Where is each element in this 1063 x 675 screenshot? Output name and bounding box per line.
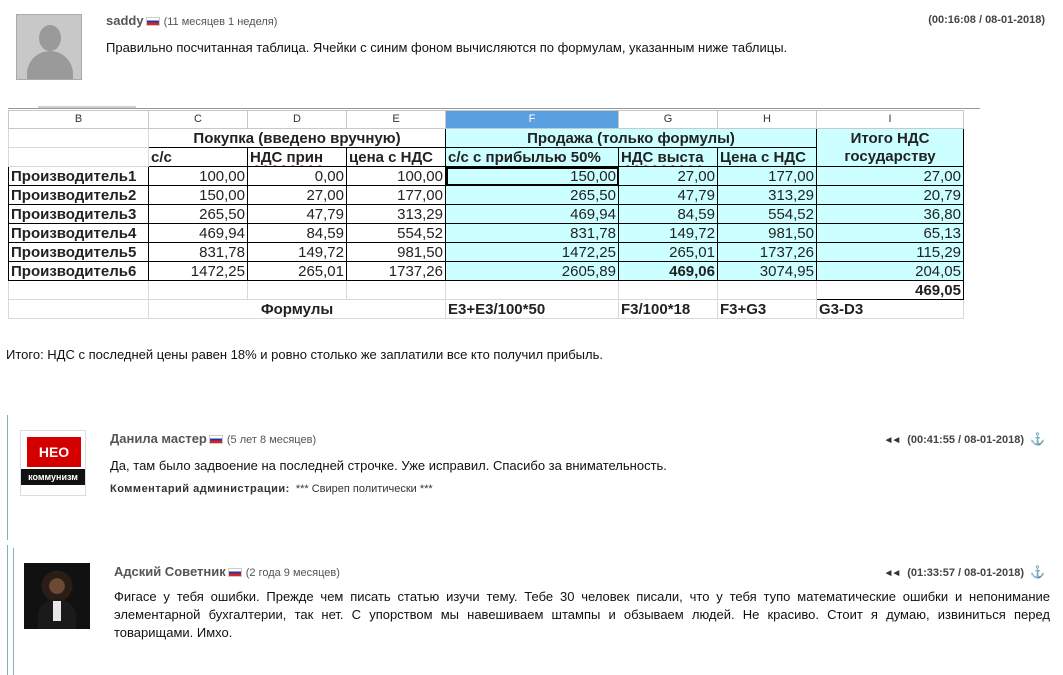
sheet-tab-marker	[38, 106, 136, 108]
cell: 554,52	[718, 205, 817, 224]
row-name: Производитель4	[9, 224, 149, 243]
col-header: D	[248, 111, 347, 129]
empty-cell	[149, 281, 248, 300]
comment-text: Фигасе у тебя ошибки. Прежде чем писать статью изучи тему. Тебе 30 человек писали, что у тебя тупо математические ошибки и непонимание элементарной бухгалтерии, так нет. С упорством мы навешиваем штампы и обзываем людей. Не красиво. Стоит я думаю, извиниться перед товарищами. Имхо.	[114, 589, 1050, 640]
cell: 265,50	[149, 205, 248, 224]
sheet-top-border	[8, 108, 980, 109]
admin-comment	[110, 483, 433, 495]
comment-timestamp-row	[883, 432, 1045, 446]
cell: 469,94	[446, 205, 619, 224]
comment-author[interactable]	[110, 431, 316, 446]
anchor-icon[interactable]: ⚓	[1030, 432, 1045, 446]
empty-cell	[9, 129, 149, 148]
cell: 47,79	[619, 186, 718, 205]
cell: 0,00	[248, 167, 347, 186]
comment-text: Правильно посчитанная таблица. Ячейки с синим фоном вычисляются по формулам, указанным ниже таблицы.	[106, 40, 788, 55]
avatar-placeholder-body	[27, 51, 73, 80]
formula: E3+E3/100*50	[446, 300, 619, 319]
cell: 100,00	[149, 167, 248, 186]
table-row	[9, 167, 964, 186]
comment-author[interactable]	[114, 564, 340, 579]
cell: 1737,26	[718, 243, 817, 262]
empty-cell	[9, 300, 149, 319]
author-name[interactable]: Адский Советник	[114, 564, 226, 579]
row-name: Производитель6	[9, 262, 149, 281]
subheader: Цена с НДС	[718, 148, 817, 167]
empty-cell	[718, 281, 817, 300]
formula: G3-D3	[817, 300, 964, 319]
row-name: Производитель3	[9, 205, 149, 224]
avatar-neo-communism[interactable]	[20, 430, 86, 496]
summary-text: Итого: НДС с последней цены равен 18% и ровно столько же заплатили все кто получил прибыль.	[6, 347, 603, 362]
cell: 149,72	[248, 243, 347, 262]
author-name[interactable]: saddy	[106, 13, 144, 28]
avatar-logo-bottom: коммунизм	[21, 469, 85, 485]
cell: 831,78	[149, 243, 248, 262]
cell: 981,50	[718, 224, 817, 243]
russia-flag-icon	[146, 17, 160, 26]
cell: 84,59	[619, 205, 718, 224]
cell: 27,00	[817, 167, 964, 186]
avatar-placeholder-head	[39, 25, 61, 51]
subheader: цена с НДС	[347, 148, 446, 167]
admin-comment-text: *** Свиреп политически ***	[295, 483, 433, 495]
anchor-icon[interactable]: ⚓	[1030, 565, 1045, 579]
comment-timestamp[interactable]: (01:33:57 / 08-01-2018)	[907, 567, 1025, 579]
thread-line	[7, 545, 8, 675]
reply-arrow-icon[interactable]: ◄◄	[883, 568, 900, 579]
cell: 177,00	[718, 167, 817, 186]
avatar-photo[interactable]	[24, 563, 90, 629]
cell: 1472,25	[149, 262, 248, 281]
author-meta: (11 месяцев 1 неделя)	[163, 16, 278, 28]
admin-comment-label: Комментарий администрации:	[110, 483, 290, 495]
comment-author[interactable]	[106, 13, 277, 28]
empty-cell	[347, 281, 446, 300]
avatar-saddy[interactable]	[16, 14, 82, 80]
spreadsheet-table	[8, 110, 964, 319]
group-header-row	[9, 129, 964, 148]
cell: 1737,26	[347, 262, 446, 281]
group-sale: Продажа (только формулы)	[446, 129, 817, 148]
col-header: E	[347, 111, 446, 129]
cell: 265,50	[446, 186, 619, 205]
total-vat-header: Итого НДС государству	[817, 129, 964, 167]
cell-selected: 150,00	[446, 167, 619, 186]
cell: 100,00	[347, 167, 446, 186]
col-header: G	[619, 111, 718, 129]
avatar-logo-top: НЕО	[27, 437, 81, 467]
cell: 313,29	[347, 205, 446, 224]
thread-line	[7, 415, 8, 540]
row-name: Производитель1	[9, 167, 149, 186]
col-header: B	[9, 111, 149, 129]
author-name[interactable]: Данила мастер	[110, 431, 207, 446]
subheader: с/с с прибылью 50%	[446, 148, 619, 167]
cell: 1472,25	[446, 243, 619, 262]
avatar-photo-collar	[53, 601, 61, 621]
cell: 554,52	[347, 224, 446, 243]
cell: 47,79	[248, 205, 347, 224]
group-purchase: Покупка (введено вручную)	[149, 129, 446, 148]
comment-timestamp[interactable]: (00:41:55 / 08-01-2018)	[907, 434, 1025, 446]
author-meta: (2 года 9 месяцев)	[245, 567, 340, 579]
total-row	[9, 281, 964, 300]
cell: 204,05	[817, 262, 964, 281]
table-row	[9, 224, 964, 243]
formula: F3+G3	[718, 300, 817, 319]
cell: 65,13	[817, 224, 964, 243]
russia-flag-icon	[209, 435, 223, 444]
cell: 84,59	[248, 224, 347, 243]
cell: 2605,89	[446, 262, 619, 281]
col-header: C	[149, 111, 248, 129]
cell: 265,01	[248, 262, 347, 281]
formula: F3/100*18	[619, 300, 718, 319]
spreadsheet-screenshot	[8, 108, 980, 330]
column-header-row	[9, 111, 964, 129]
empty-cell	[9, 281, 149, 300]
reply-arrow-icon[interactable]: ◄◄	[883, 435, 900, 446]
author-meta: (5 лет 8 месяцев)	[226, 434, 317, 446]
empty-cell	[619, 281, 718, 300]
table-row	[9, 262, 964, 281]
russia-flag-icon	[228, 568, 242, 577]
comment-timestamp[interactable]: (00:16:08 / 08-01-2018)	[928, 14, 1045, 26]
empty-cell	[248, 281, 347, 300]
cell: 313,29	[718, 186, 817, 205]
col-header: I	[817, 111, 964, 129]
formulas-row	[9, 300, 964, 319]
table-row	[9, 205, 964, 224]
col-header-selected: F	[446, 111, 619, 129]
subheader: НДС прин	[248, 148, 347, 167]
cell: 265,01	[619, 243, 718, 262]
row-name: Производитель5	[9, 243, 149, 262]
total-value: 469,05	[817, 281, 964, 300]
formulas-label: Формулы	[149, 300, 446, 319]
cell: 981,50	[347, 243, 446, 262]
cell: 20,79	[817, 186, 964, 205]
row-name: Производитель2	[9, 186, 149, 205]
cell: 3074,95	[718, 262, 817, 281]
cell: 36,80	[817, 205, 964, 224]
empty-cell	[446, 281, 619, 300]
subheader: с/с	[149, 148, 248, 167]
cell: 27,00	[248, 186, 347, 205]
cell: 27,00	[619, 167, 718, 186]
comment-timestamp-row	[883, 565, 1045, 579]
comment-text: Да, там было задвоение на последней строчке. Уже исправил. Спасибо за внимательность.	[110, 458, 667, 473]
empty-cell	[9, 148, 149, 167]
subheader: НДС выста	[619, 148, 718, 167]
thread-line	[13, 548, 14, 675]
cell: 469,94	[149, 224, 248, 243]
table-row	[9, 243, 964, 262]
cell: 150,00	[149, 186, 248, 205]
cell: 469,06	[619, 262, 718, 281]
cell: 177,00	[347, 186, 446, 205]
cell: 115,29	[817, 243, 964, 262]
table-row	[9, 186, 964, 205]
cell: 149,72	[619, 224, 718, 243]
cell: 831,78	[446, 224, 619, 243]
col-header: H	[718, 111, 817, 129]
